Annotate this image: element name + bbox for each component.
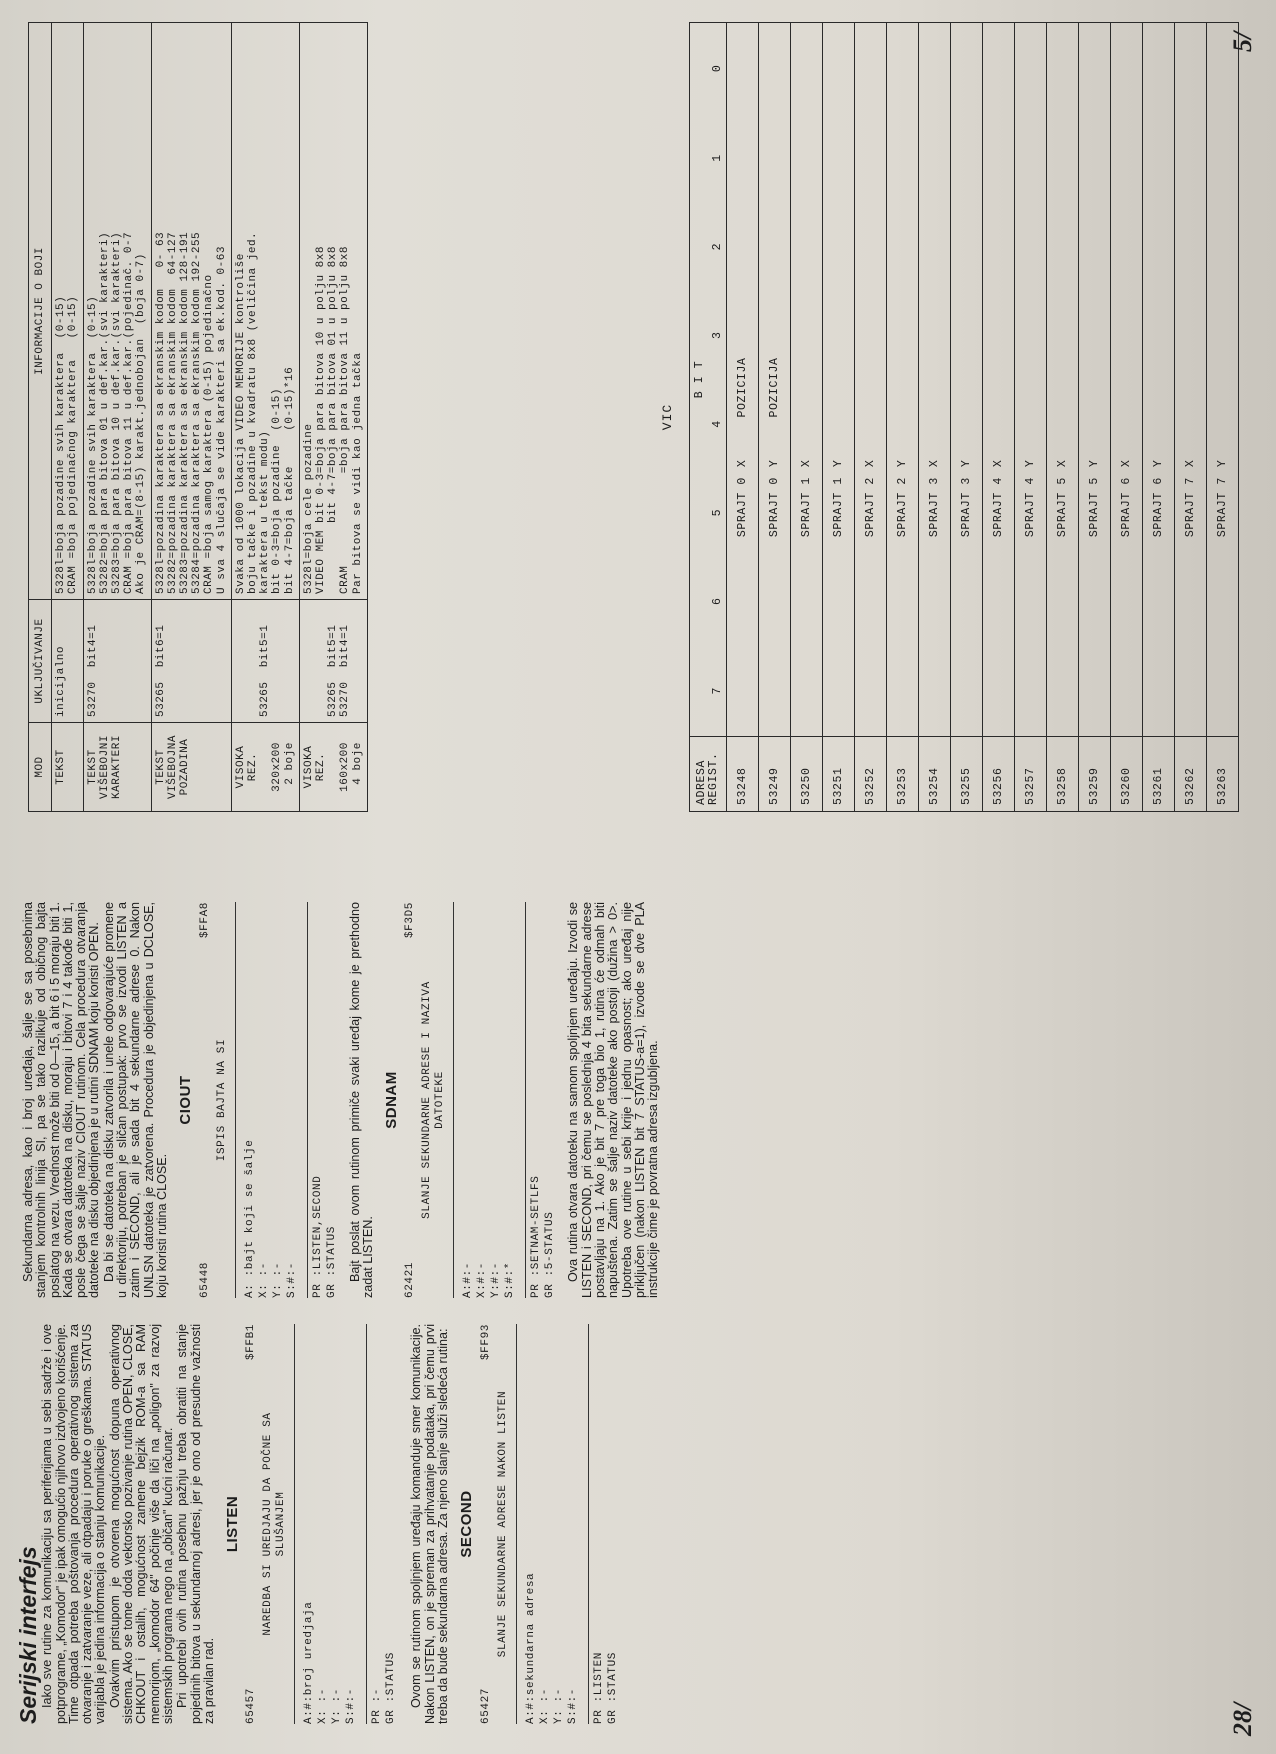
register-extra [1184, 204, 1197, 417]
register-content [1143, 23, 1175, 737]
register-extra [1024, 204, 1037, 417]
info-cell-info: 5328l=pozadina karaktera sa ekranskim kodom 0- 63 53282=pozadina karaktera sa ekranskim kodom 64-127 53283=pozadina karaktera sa ekranskim kodom 128-191 53284=pozadina karaktera sa ekranskim kodom 192-255 CRAM =boja samog karaktera (0-15) pojedinačno U sva 4 slučaja se vide karakteri sa ek.kod. 0-63 [151, 23, 231, 600]
col-header-address: ADRESA REGIST. [690, 737, 727, 812]
bit-header: 0 [708, 23, 727, 114]
register-sprite: SPRAJT 7 [1184, 477, 1197, 538]
register-content [1047, 23, 1079, 737]
register-extra [864, 204, 877, 417]
routine-desc: SLANJE SEKUNDARNE ADRESE NAKON LISTEN [496, 1390, 509, 1658]
register-address: 53263 [1207, 737, 1239, 812]
register-coord: Y [1152, 459, 1165, 468]
info-table-row [299, 23, 367, 812]
routine-box-ciout [199, 902, 339, 1298]
vic-register-row [983, 23, 1015, 812]
vic-register-row [919, 23, 951, 812]
info-cell-mod: TEKST [52, 723, 83, 812]
register-coord: Y [960, 459, 973, 468]
register-line: A:#:- [462, 1261, 475, 1298]
vic-register-row [791, 23, 823, 812]
page-title: Serijski interfejs [15, 1546, 41, 1724]
routine-heading-second: SECOND [458, 1490, 476, 1558]
register-line: Y: :- [271, 1261, 284, 1298]
vic-register-row [823, 23, 855, 812]
register-address: 53255 [951, 737, 983, 812]
register-content [1207, 23, 1239, 737]
info-cell-on: 53265 bit6=1 [151, 600, 231, 723]
routine-heading-ciout: CIOUT [177, 1075, 195, 1125]
routine-box-second [480, 1324, 620, 1724]
bit-header: 2 [708, 202, 727, 291]
prereq-line: PR :SETNAM-SETLFS [530, 1175, 543, 1298]
register-address: 53256 [983, 737, 1015, 812]
register-line: A: :bajt koji se šalje [243, 1139, 256, 1298]
register-content [1111, 23, 1143, 737]
register-address: 53253 [887, 737, 919, 812]
bit-header: 7 [708, 646, 727, 737]
register-sprite: SPRAJT 4 [1024, 477, 1037, 538]
col-header-bit: B I T [690, 23, 709, 737]
vic-register-row [1015, 23, 1047, 812]
routine-desc: SLUŠANJEM [275, 1491, 288, 1557]
register-line: Y: :- [331, 1687, 344, 1724]
register-content [887, 23, 919, 737]
paragraph: Iako sve rutine za komunikaciju sa periferijama u sebi sadrže i ove potprograme, „Komodor" je ipak omogućio njihovo izdvojeno korišćenje. Time otpada potreba poštovanja procedura operativnog sistema za otvaranje i zatvaranje veze, ali otpadaju i poruke o greškama. STATUS varijabla je jedina informacija o stanju komunikacije. [40, 1324, 108, 1724]
register-coord: Y [1216, 459, 1229, 468]
vic-title: VIC [660, 403, 675, 431]
register-line: A:#:broj uredjaja [303, 1601, 316, 1724]
register-content [855, 23, 887, 737]
register-sprite: SPRAJT 5 [1088, 477, 1101, 538]
register-extra [1056, 204, 1069, 417]
info-table-row [52, 23, 83, 812]
register-address: 53249 [759, 737, 791, 812]
info-cell-on: 53265 bit5=1 53270 bit4=1 [299, 600, 367, 723]
routine-desc: ISPIS BAJTA NA SI [215, 1038, 228, 1162]
info-cell-info: 5328l=boja pozadine svih karaktera (0-15) 53282=boja para bitova 01 u def.kar.(svi karakteri) 53283=boja para bitova 10 u def.kar.(svi karakteri) CRAM =boja para bitova 11 u def.kar.(pojedinač. 0-7 Ako je CRAM=(8-15) karakt.jednobojan (boja 0-7) [83, 23, 151, 600]
register-line: X:#:- [476, 1261, 489, 1298]
routine-addr-dec: 65448 [198, 1261, 211, 1298]
info-table-row [83, 23, 151, 812]
vic-register-row [951, 23, 983, 812]
bit-header: 4 [708, 380, 727, 469]
register-content [759, 23, 791, 737]
register-line: S:#:- [566, 1687, 579, 1724]
info-cell-info: Svaka od 1000 lokacija VIDEO MEMORIJE kontroliše boju tačke i pozadine u kvadratu 8x8 (veličina jed. karaktera u tekst modu) bit 0-3=boja pozadine (0-15) bit 4-7=boja tačke (0-15)*16 [231, 23, 299, 600]
register-sprite: SPRAJT 1 [800, 477, 813, 538]
register-sprite: SPRAJT 0 [736, 477, 749, 538]
register-extra [992, 204, 1005, 417]
register-coord: Y [896, 459, 909, 468]
bit-header: 3 [708, 291, 727, 380]
register-extra: POZICIJA [736, 357, 749, 418]
register-sprite: SPRAJT 3 [960, 477, 973, 538]
info-cell-mod: VISOKA REZ. 160x200 4 boje [299, 723, 367, 812]
vic-register-row [1047, 23, 1079, 812]
prereq-line: PR :LISTEN [592, 1651, 605, 1724]
register-line: Y:#:- [490, 1261, 503, 1298]
paragraph: Ova rutina otvara datoteku na samom spoljnjem uređaju. Izvodi se LISTEN i SECOND, pri čemu se poslednja 4 bita sekundarne adrese postavljaju na 1. Ako je bit 7 pre toga bio 1, rutina će odmah biti napuštena. Zatim se šalje naziv datoteke ako postoji (dužina > 0>. Upotreba ove rutine u sebi krije i jednu opasnost; ako uređaj nije priključen (nakon LISTEN bit 7 STATUS-a=1), izvode se dve PLA instrukcije čime je povratna adresa izgubljena. [566, 902, 661, 1298]
info-table-row [231, 23, 299, 812]
register-line: X: :- [538, 1687, 551, 1724]
paragraph: Pri upotrebi ovih rutina posebnu pažnju treba obratiti na stanje pojedinih bitova u sekundarnoj adresi, jer je ono od presudne važnosti za pravilan rad. [175, 1324, 216, 1724]
register-line: X: :- [317, 1687, 330, 1724]
register-content [1079, 23, 1111, 737]
register-content [727, 23, 759, 737]
paragraph: Sekundarna adresa, kao i broj uređaja, šalje se sa posebnima stanjem kontrolnih linija SI, pa se tako razlikuje od običnog bajta poslatog na vezu. Vrednost može biti od 0—15, a bit 6 i 5 moraju biti 1. Kada se otvara datoteka na disku, moraju i bitovi 7 i 4 takođe biti 1, posle čega se šalje naziv CIOUT rutinom. Cela procedura otvaranja datoteke na disku objedinjena je u rutini SDNAM koju koristi OPEN. [21, 902, 102, 1298]
register-coord: X [928, 459, 941, 468]
register-line: S:#:- [285, 1261, 298, 1298]
routine-addr-dec: 62421 [404, 1261, 417, 1298]
routine-desc: DATOTEKE [434, 1071, 447, 1129]
register-extra [1216, 204, 1229, 417]
vic-register-table [689, 22, 1239, 812]
register-content [823, 23, 855, 737]
routine-heading-sdnam: SDNAM [383, 1071, 401, 1129]
vic-register-row [855, 23, 887, 812]
register-sprite: SPRAJT 5 [1056, 477, 1069, 538]
info-cell-mod: TEKST VIŠEBOJNI KARAKTERI [83, 723, 151, 812]
vic-register-row [1111, 23, 1143, 812]
col-header-informacije: INFORMACIJE O BOJI [29, 23, 52, 600]
register-address: 53260 [1111, 737, 1143, 812]
register-sprite: SPRAJT 7 [1216, 477, 1229, 538]
register-sprite: SPRAJT 3 [928, 477, 941, 538]
register-sprite: SPRAJT 0 [768, 477, 781, 538]
register-content [791, 23, 823, 737]
paragraph: Da bi se datoteka na disku zatvorila i unele odgovarajuće promene u direktoriju, potreban je sličan postupak: prvo se izvodi LISTEN a zatim i SECOND, ali je sada bit 4 sekundarne adrese 0. Nakon UNLSN datoteka je zatvorena. Procedura je objedinjena u DCLOSE, koju koristi rutina CLOSE. [101, 902, 169, 1298]
paragraph: Ovakvim pristupom je otvorena mogućnost dopuna operativnog sistema. Ako se tome doda vektorsko pozivanje rutina OPEN, CLOSE, CHKOUT i ostalih, mogućnost zamene bejzik ROM-a sa RAM memorijom, „komodor 64" počinje više da liči na „poligon" za razvoj sistemskih programa nego na „običan" kućni računar. [107, 1324, 175, 1724]
register-coord: Y [768, 459, 781, 468]
register-line: A:#:sekundarna adresa [524, 1572, 537, 1724]
page-number-left: 28/ [1228, 1702, 1257, 1736]
page-number-right: 5/ [1228, 31, 1257, 52]
register-address: 53254 [919, 737, 951, 812]
prereq-line: PR :- [371, 1687, 384, 1724]
bit-header: 1 [708, 114, 727, 203]
paragraph: Ovom se rutinom spoljnjem uređaju komanduje smer komunikacije. Nakon LISTEN, on je spreman za prihvatanje podataka, pri čemu prvi treba da bude sekundarna adresa. Za njeno slanje služi sledeća rutina: [409, 1324, 451, 1724]
register-extra [1152, 204, 1165, 417]
info-cell-info: 5328l=boja pozadine svih karaktera (0-15) CRAM =boja pojedinačnog karaktera (0-15) [52, 23, 83, 600]
register-content [919, 23, 951, 737]
routine-addr-hex: $F3D5 [404, 902, 417, 939]
error-line: GR :5-STATUS [544, 1211, 557, 1298]
register-extra [896, 204, 909, 417]
info-cell-mod: TEKST VIŠEBOJNA POZADINA [151, 723, 231, 812]
left-column-1 [15, 1324, 621, 1724]
bit-header: 6 [708, 557, 727, 646]
vic-register-row [887, 23, 919, 812]
register-coord: X [1120, 459, 1133, 468]
register-coord: X [800, 459, 813, 468]
register-address: 53257 [1015, 737, 1047, 812]
vic-register-row [727, 23, 759, 812]
routine-desc: SLANJE SEKUNDARNE ADRESE I NAZIVA [421, 981, 434, 1219]
routine-addr-hex: $FF93 [479, 1324, 492, 1361]
bit-header: 5 [708, 468, 727, 557]
routine-addr-dec: 65427 [479, 1687, 492, 1724]
info-table-row [151, 23, 231, 812]
register-sprite: SPRAJT 1 [832, 477, 845, 538]
register-sprite: SPRAJT 2 [864, 477, 877, 538]
register-content [951, 23, 983, 737]
col-header-mod: MOD [29, 723, 52, 812]
register-line: X: :- [257, 1261, 270, 1298]
error-line: GR :STATUS [325, 1225, 338, 1298]
register-address: 53252 [855, 737, 887, 812]
prereq-line: PR :LISTEN,SECOND [311, 1175, 324, 1298]
routine-desc: NAREDBA SI UREDJAJU DA POČNE SA [262, 1412, 275, 1636]
error-line: GR :STATUS [606, 1651, 619, 1724]
register-coord: X [864, 459, 877, 468]
register-coord: Y [1024, 459, 1037, 468]
info-cell-info: 5328l=boja cele pozadine VIDEO MEM bit 0-3=boja para bitova 10 u polju 8x8 bit 4-7=boja para bitova 01 u polju 8x8 CRAM =boja para bitova 11 u polju 8x8 Par bitova se vidi kao jedna tačka [299, 23, 367, 600]
register-coord: X [992, 459, 1005, 468]
register-coord: X [1056, 459, 1069, 468]
register-coord: X [736, 459, 749, 468]
routine-addr-dec: 65457 [245, 1687, 258, 1724]
register-content [1015, 23, 1047, 737]
register-address: 53259 [1079, 737, 1111, 812]
vic-register-section [660, 22, 1239, 812]
register-address: 53258 [1047, 737, 1079, 812]
register-extra [1088, 204, 1101, 417]
register-coord: Y [832, 459, 845, 468]
register-line: Y: :- [552, 1687, 565, 1724]
routine-box-sdnam [404, 902, 557, 1298]
register-address: 53261 [1143, 737, 1175, 812]
left-column-2 [22, 902, 662, 1298]
register-content [1175, 23, 1207, 737]
register-extra: POZICIJA [768, 357, 781, 418]
register-address: 53250 [791, 737, 823, 812]
paragraph: Bajt poslat ovom rutinom primiče svaki uređaj kome je prethodno zadat LISTEN. [347, 902, 375, 1298]
register-coord: Y [1088, 459, 1101, 468]
register-extra [960, 204, 973, 417]
color-info-table [28, 22, 368, 812]
info-cell-on: 53270 bit4=1 [83, 600, 151, 723]
routine-heading-listen: LISTEN [224, 1495, 242, 1553]
col-header-ukljucivanje: UKLJUČIVANJE [29, 600, 52, 723]
register-content [983, 23, 1015, 737]
register-line: S:#:- [345, 1687, 358, 1724]
register-line: S:#:* [504, 1261, 517, 1298]
vic-register-row [1207, 23, 1239, 812]
register-address: 53248 [727, 737, 759, 812]
register-extra [928, 204, 941, 417]
vic-register-row [1175, 23, 1207, 812]
register-extra [1120, 204, 1133, 417]
routine-addr-hex: $FFB1 [245, 1324, 258, 1361]
info-cell-on: 53265 bit5=1 [231, 600, 299, 723]
info-cell-mod: VISOKA REZ. 320x200 2 boje [231, 723, 299, 812]
vic-register-row [1079, 23, 1111, 812]
info-cell-on: inicijalno [52, 600, 83, 723]
register-sprite: SPRAJT 2 [896, 477, 909, 538]
register-extra [800, 204, 813, 417]
vic-register-row [759, 23, 791, 812]
register-address: 53251 [823, 737, 855, 812]
routine-addr-hex: $FFA8 [198, 902, 211, 939]
register-coord: X [1184, 459, 1197, 468]
register-extra [832, 204, 845, 417]
error-line: GR :STATUS [385, 1651, 398, 1724]
register-sprite: SPRAJT 6 [1120, 477, 1133, 538]
routine-box-listen [245, 1324, 398, 1724]
register-sprite: SPRAJT 4 [992, 477, 1005, 538]
register-sprite: SPRAJT 6 [1152, 477, 1165, 538]
vic-register-row [1143, 23, 1175, 812]
register-address: 53262 [1175, 737, 1207, 812]
